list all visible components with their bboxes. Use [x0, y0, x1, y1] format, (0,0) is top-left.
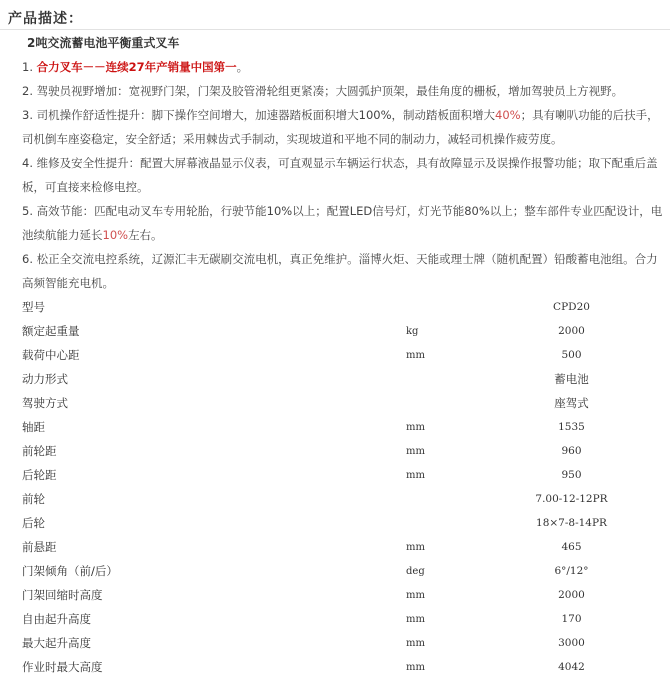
- spec-name: 作业时最大高度: [22, 660, 103, 674]
- spec-value: CPD20: [553, 301, 590, 313]
- spec-name: 驾驶方式: [22, 396, 68, 410]
- spec-name: 载荷中心距: [22, 348, 80, 362]
- spec-value: 6°/12°: [554, 565, 589, 577]
- spec-value: 4042: [558, 661, 585, 673]
- spec-name: 自由起升高度: [22, 612, 91, 626]
- spec-unit: deg: [406, 565, 425, 577]
- feature-item-6: 6. 松正全交流电控系统，辽源汇丰无碳刷交流电机，真正免维护。淄博火炬、天能或理士牌（随机配置）铅酸蓄电池组。合力高频智能充电机。: [22, 252, 658, 290]
- feature-item-4: 4. 维修及安全性提升：配置大屏幕液晶显示仪表，可直观显示车辆运行状态，具有故障显示及误操作报警功能；取下配重后盖板，可直接来检修电控。: [22, 156, 658, 194]
- highlight-percent: 40%: [495, 108, 521, 122]
- feature-list: [22, 55, 664, 295]
- feature-item-5: 5. 高效节能：匹配电动叉车专用轮胎，行驶节能10%以上；配置LED信号灯，灯光节能80%以上；整车部件专业匹配设计，电池续航能力延长10%左右。: [22, 204, 663, 242]
- spec-row: [22, 487, 642, 511]
- spec-unit: mm: [406, 613, 425, 625]
- spec-value: 3000: [558, 637, 585, 649]
- spec-value: 7.00-12-12PR: [535, 493, 608, 505]
- spec-name: 门架回缩时高度: [22, 588, 103, 602]
- spec-row: [22, 343, 642, 367]
- spec-row: [22, 367, 642, 391]
- spec-row: [22, 463, 642, 487]
- spec-name: 门架倾角（前/后）: [22, 564, 118, 578]
- spec-unit: [406, 295, 501, 319]
- spec-row: [22, 295, 642, 319]
- spec-row: [22, 583, 642, 607]
- spec-name: 后轮: [22, 516, 45, 530]
- spec-value: 座驾式: [554, 396, 589, 410]
- spec-name: 前轮: [22, 492, 45, 506]
- spec-name: 前悬距: [22, 540, 57, 554]
- spec-table: [22, 295, 642, 679]
- spec-unit: [406, 367, 501, 391]
- product-subtitle: 2吨交流蓄电池平衡重式叉车: [27, 36, 180, 50]
- spec-value: 500: [561, 349, 582, 361]
- spec-unit: kg: [406, 325, 419, 337]
- spec-name: 动力形式: [22, 372, 68, 386]
- spec-value: 1535: [558, 421, 585, 433]
- spec-value: 18×7-8-14PR: [536, 517, 607, 529]
- spec-name: 额定起重量: [22, 324, 80, 338]
- spec-row: [22, 535, 642, 559]
- spec-row: [22, 319, 642, 343]
- spec-row: [22, 655, 642, 679]
- spec-name: 轴距: [22, 420, 45, 434]
- feature-item-1: 1. 合力叉车－－连续27年产销量中国第一。: [22, 60, 249, 74]
- spec-unit: mm: [406, 637, 425, 649]
- feature-item-3: 3. 司机操作舒适性提升：脚下操作空间增大，加速器踏板面积增大100%，制动踏板面积增大40%；具有喇叭功能的后扶手，司机倒车座姿稳定，安全舒适；采用棘齿式手制动，实现坡道和平地不同的制动力，减轻司机操作疲劳度。: [22, 108, 659, 146]
- feature-item-2: 2. 驾驶员视野增加：宽视野门架，门架及胶管滑轮组更紧凑；大圆弧护顶架，最佳角度的栅板，增加驾驶员上方视野。: [22, 84, 624, 98]
- spec-value: 950: [561, 469, 582, 481]
- spec-row: [22, 415, 642, 439]
- spec-unit: mm: [406, 349, 425, 361]
- spec-value: 465: [561, 541, 582, 553]
- spec-value: 170: [561, 613, 582, 625]
- spec-unit: [406, 487, 501, 511]
- spec-unit: [406, 511, 501, 535]
- section-heading: 产品描述：: [8, 11, 83, 27]
- spec-unit: mm: [406, 445, 425, 457]
- spec-unit: [406, 391, 501, 415]
- highlight-percent: 10%: [102, 228, 129, 242]
- spec-name: 前轮距: [22, 444, 57, 458]
- spec-unit: mm: [406, 421, 425, 433]
- spec-name: 型号: [22, 300, 45, 314]
- brand-claim: 合力叉车－－连续27年产销量中国第一: [36, 60, 237, 74]
- spec-value: 蓄电池: [554, 372, 589, 386]
- spec-unit: mm: [406, 589, 425, 601]
- spec-name: 后轮距: [22, 468, 57, 482]
- spec-unit: mm: [406, 661, 425, 673]
- spec-value: 2000: [558, 325, 585, 337]
- spec-name: 最大起升高度: [22, 636, 91, 650]
- heading-divider: [0, 29, 670, 30]
- spec-row: [22, 511, 642, 535]
- spec-row: [22, 631, 642, 655]
- spec-value: 960: [561, 445, 582, 457]
- spec-value: 2000: [558, 589, 585, 601]
- spec-row: [22, 391, 642, 415]
- spec-row: [22, 559, 642, 583]
- spec-unit: mm: [406, 541, 425, 553]
- spec-row: [22, 607, 642, 631]
- spec-row: [22, 439, 642, 463]
- spec-unit: mm: [406, 469, 425, 481]
